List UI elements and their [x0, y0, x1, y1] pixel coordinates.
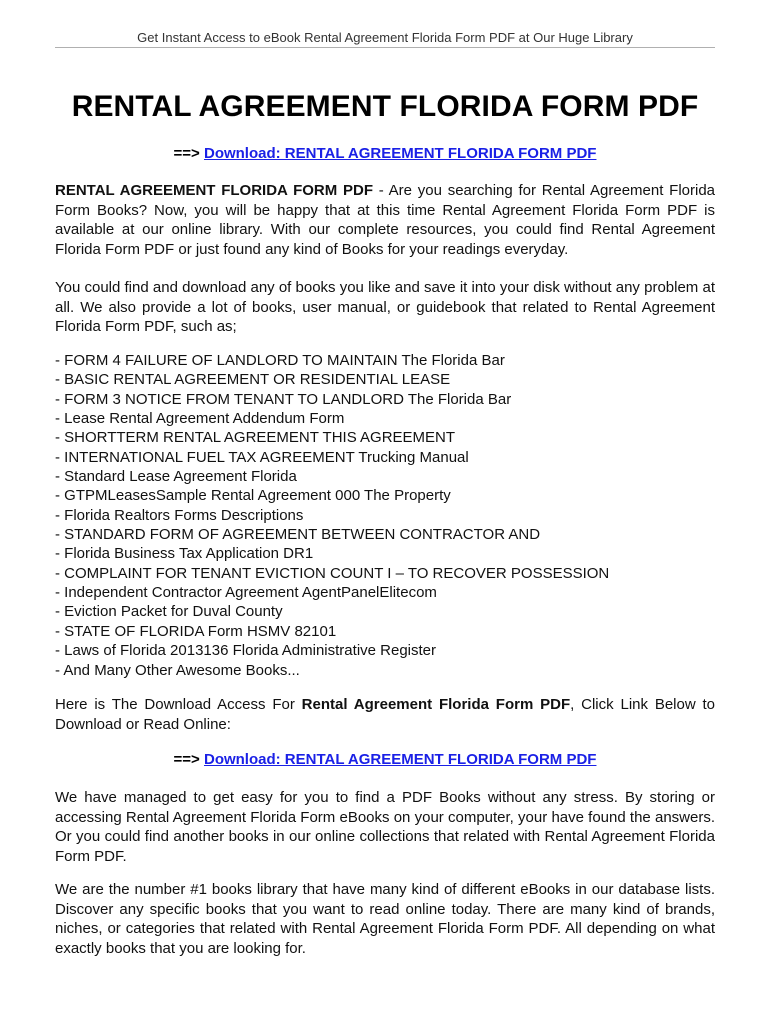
page-title: RENTAL AGREEMENT FLORIDA FORM PDF [71, 90, 699, 123]
page-header: Get Instant Access to eBook Rental Agreement Florida Form PDF at Our Huge Library [137, 30, 633, 45]
download-arrow: ==> [173, 145, 204, 162]
list-item: - STANDARD FORM OF AGREEMENT BETWEEN CONTRACTOR AND [55, 526, 541, 544]
header-divider [55, 47, 715, 48]
download-line-bottom [55, 751, 715, 768]
intro-text: - Are you searching for Rental Agreement Florida Form Books? Now, you will be happy that at this time Rental Agreement Florida Form PDF is available at our online library. With our complete resources, you could find Rental Agreement Florida Form PDF or just found any kind of Books for your readings everyday. [55, 182, 716, 258]
access-text-before: Here is The Download Access For [55, 696, 302, 713]
list-item: - Eviction Packet for Duval County [55, 603, 283, 621]
list-item: - Florida Business Tax Application DR1 [55, 545, 314, 563]
list-item: - STATE OF FLORIDA Form HSMV 82101 [55, 622, 337, 640]
download-link-bottom[interactable]: Download: RENTAL AGREEMENT FLORIDA FORM PDF [203, 751, 597, 768]
access-paragraph [55, 695, 715, 734]
list-item: - Laws of Florida 2013136 Florida Administrative Register [55, 642, 437, 660]
intro-lead: RENTAL AGREEMENT FLORIDA FORM PDF [55, 182, 373, 199]
library-paragraph: We are the number #1 books library that have many kind of different eBooks in our database lists. Discover any specific books that you want to read online today. There are many kind of brands, niches, or categories that related with Rental Agreement Florida Form PDF. All depending on what exactly books that you are looking for. [55, 881, 715, 957]
list-item: - GTPMLeasesSample Rental Agreement 000 The Property [55, 487, 451, 505]
list-item: - FORM 3 NOTICE FROM TENANT TO LANDLORD The Florida Bar [55, 390, 512, 408]
intro-paragraph [55, 181, 715, 259]
list-item: - SHORTTERM RENTAL AGREEMENT THIS AGREEMENT [55, 429, 456, 447]
list-item: - Standard Lease Agreement Florida [55, 468, 297, 486]
list-item: - Independent Contractor Agreement AgentPanelElitecom [55, 584, 437, 602]
list-item: - BASIC RENTAL AGREEMENT OR RESIDENTIAL LEASE [55, 371, 451, 389]
list-item: - And Many Other Awesome Books... [55, 661, 300, 679]
list-item: - COMPLAINT FOR TENANT EVICTION COUNT I – TO RECOVER POSSESSION [55, 564, 610, 582]
list-item: - Lease Rental Agreement Addendum Form [55, 410, 345, 428]
list-item: - Florida Realtors Forms Descriptions [55, 506, 304, 524]
find-paragraph: You could find and download any of books you like and save it into your disk without any problem at all. We also provide a lot of books, user manual, or guidebook that related to Rental Agreement Florida Form PDF, such as; [55, 279, 715, 335]
book-list [55, 351, 715, 680]
access-text-after: , Click Link Below to Download or Read Online: [55, 696, 716, 733]
download-arrow: ==> [173, 751, 204, 768]
download-line-top [55, 145, 715, 162]
list-item: - INTERNATIONAL FUEL TAX AGREEMENT Trucking Manual [55, 448, 469, 466]
download-link-top[interactable]: Download: RENTAL AGREEMENT FLORIDA FORM PDF [203, 145, 597, 162]
list-item: - FORM 4 FAILURE OF LANDLORD TO MAINTAIN The Florida Bar [55, 352, 505, 369]
access-text-bold: Rental Agreement Florida Form PDF [301, 696, 571, 713]
managed-paragraph: We have managed to get easy for you to find a PDF Books without any stress. By storing or accessing Rental Agreement Florida Form eBooks on your computer, your have found the answers. Or you could find another books in our online collections that related with Rental Agreement Florida Form PDF. [55, 789, 715, 865]
